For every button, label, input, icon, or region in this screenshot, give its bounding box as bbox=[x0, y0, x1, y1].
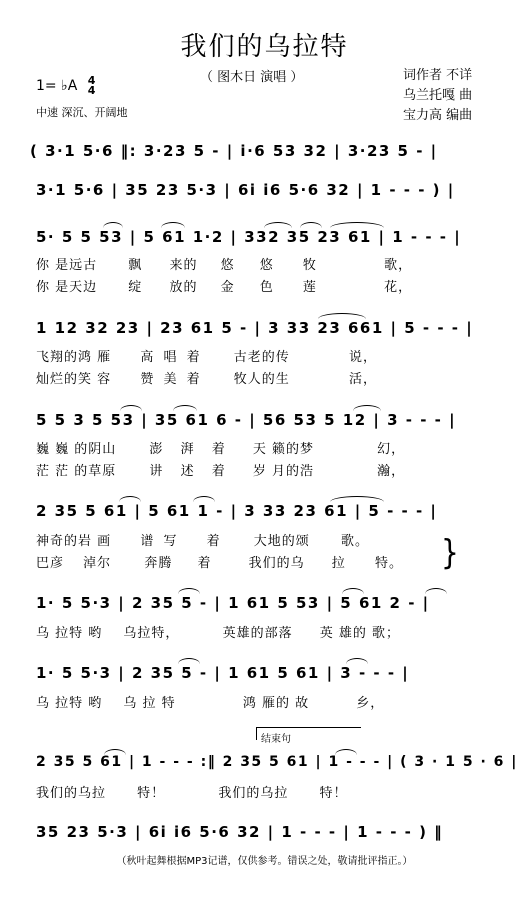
lyric-word: 赞 bbox=[140, 372, 155, 387]
notation-line-3: 5· 5 5 53 | 5 61 1·2 | 332 35 23 61 | 1 - - - | bbox=[36, 228, 462, 246]
lyric-line-4b bbox=[36, 368, 377, 387]
tie-arc bbox=[120, 405, 142, 411]
lyric-word: 悠 bbox=[220, 258, 235, 273]
lyric-word: 茫 茫 的草原 bbox=[36, 464, 117, 479]
lyric-word: 写 bbox=[163, 534, 178, 549]
tie-arc bbox=[178, 658, 200, 664]
lyric-word: 乌拉特， bbox=[123, 626, 180, 641]
lyric-word: 金 bbox=[220, 280, 235, 295]
lyric-word: 神奇的岩 bbox=[36, 534, 93, 549]
tie-arc bbox=[161, 222, 185, 228]
lyric-word: 巴彦 bbox=[36, 556, 65, 571]
song-title: 我们的乌拉特 bbox=[180, 32, 349, 62]
tie-arc bbox=[178, 588, 200, 594]
lyric-word: 放的 bbox=[169, 280, 198, 295]
lyric-line-6a bbox=[36, 530, 369, 549]
notation-line-2: 3·1 5·6 | 35 23 5·3 | 6i i6 5·6 32 | 1 - - - ) | bbox=[36, 181, 455, 199]
lyric-word: 拉 bbox=[331, 556, 346, 571]
arranger-credit: 宝力高 编曲 bbox=[403, 108, 473, 123]
lyric-word: 牧人的生 bbox=[233, 372, 290, 387]
lyric-word: 英 雄的 歌； bbox=[319, 626, 400, 641]
tie-arc bbox=[300, 222, 322, 228]
notation-line-1: ( 3·1 5·6 ‖: 3·23 5 - | i·6 53 32 | 3·23 5 - | bbox=[30, 142, 438, 160]
lyric-word: 飘 bbox=[128, 258, 143, 273]
lyric-word: 湃 bbox=[180, 442, 195, 457]
tie-arc bbox=[335, 749, 357, 755]
lyric-word: 特！ bbox=[319, 786, 348, 801]
time-sig-top: 4 bbox=[87, 74, 96, 87]
lyric-word: 着 bbox=[186, 350, 201, 365]
lyric-word: 大地的颂 bbox=[253, 534, 310, 549]
lyric-word: 古老的传 bbox=[233, 350, 290, 365]
notation-line-9: 2 35 5 61 | 1 - - - :‖ 2 35 5 61 | 1 - - - | ( 3 · 1 5 · 6 | bbox=[36, 754, 518, 770]
lyric-word: 你 是天边 bbox=[36, 280, 98, 295]
tie-arc bbox=[330, 496, 384, 502]
lyric-word: 乌 拉 特 bbox=[123, 696, 176, 711]
tie-arc bbox=[104, 749, 126, 755]
tie-arc bbox=[346, 658, 368, 664]
lyricist-credit: 词作者 不详 bbox=[403, 68, 473, 83]
lyric-word: 画 bbox=[97, 534, 112, 549]
lyric-line-3a bbox=[36, 254, 412, 273]
ending-label: 结束句 bbox=[261, 734, 291, 745]
lyric-word: 唱 bbox=[163, 350, 178, 365]
notation-line-4: 1 12 32 23 | 23 61 5 - | 3 33 23 661 | 5 - - - | bbox=[36, 319, 474, 337]
lyric-word: 你 是远古 bbox=[36, 258, 98, 273]
lyric-word: 着 bbox=[197, 556, 212, 571]
lyric-line-3b bbox=[36, 276, 412, 295]
tie-arc bbox=[119, 496, 141, 502]
lyric-word: 述 bbox=[180, 464, 195, 479]
lyric-word: 着 bbox=[206, 534, 221, 549]
tie-arc bbox=[353, 405, 381, 411]
lyric-word: 奔腾 bbox=[144, 556, 173, 571]
lyric-word: 乡， bbox=[356, 696, 385, 711]
lyric-line-4a bbox=[36, 346, 377, 365]
lyric-word: 飞翔的鸿 bbox=[36, 350, 93, 365]
lyric-word: 我们的乌 bbox=[248, 556, 305, 571]
tie-arc bbox=[264, 222, 292, 228]
lyric-word: 我们的乌拉 bbox=[36, 786, 107, 801]
composer-credit: 乌兰托嘎 曲 bbox=[403, 88, 473, 103]
lyric-word: 着 bbox=[211, 464, 226, 479]
tie-arc bbox=[330, 222, 384, 228]
lyric-word: 着 bbox=[186, 372, 201, 387]
ending-bracket bbox=[256, 727, 361, 745]
lyric-word: 牧 bbox=[302, 258, 317, 273]
lyric-word: 莲 bbox=[302, 280, 317, 295]
performer-line: （ 图木日 演唱 ） bbox=[200, 70, 304, 85]
lyric-word: 歌。 bbox=[340, 534, 369, 549]
lyric-word: 我们的乌拉 bbox=[218, 786, 289, 801]
lyric-word: 英雄的部落 bbox=[222, 626, 293, 641]
lyric-word: 歌， bbox=[384, 258, 413, 273]
lyric-line-9 bbox=[36, 782, 347, 801]
tie-arc bbox=[342, 588, 364, 594]
lyric-line-5a bbox=[36, 438, 405, 457]
lyric-line-8 bbox=[36, 692, 384, 711]
lyric-word: 色 bbox=[259, 280, 274, 295]
lyric-line-6b bbox=[36, 552, 403, 571]
key-signature bbox=[36, 76, 95, 96]
lyric-word: 讲 bbox=[149, 464, 164, 479]
lyric-word: 着 bbox=[211, 442, 226, 457]
lyric-word: 悠 bbox=[259, 258, 274, 273]
notation-line-8: 1· 5 5·3 | 2 35 5 - | 1 61 5 61 | 3 - - - | bbox=[36, 664, 410, 682]
notation-line-7: 1· 5 5·3 | 2 35 5 - | 1 61 5 53 | 5 61 2 - | bbox=[36, 594, 430, 612]
lyric-word: 来的 bbox=[169, 258, 198, 273]
time-sig-bottom: 4 bbox=[87, 84, 96, 97]
tie-arc bbox=[318, 313, 366, 319]
lyric-word: 美 bbox=[163, 372, 178, 387]
lyric-word: 雁 bbox=[97, 350, 112, 365]
tie-arc bbox=[103, 222, 123, 228]
time-signature bbox=[88, 76, 96, 96]
lyric-word: 灿烂的笑 bbox=[36, 372, 93, 387]
lyric-word: 容 bbox=[97, 372, 112, 387]
tie-arc bbox=[193, 496, 215, 502]
lyric-word: 乌 拉特 哟 bbox=[36, 626, 103, 641]
notation-line-5: 5 5 3 5 53 | 35 61 6 - | 56 53 5 12 | 3 - - - | bbox=[36, 411, 457, 429]
lyric-word: 澎 bbox=[149, 442, 164, 457]
lyric-word: 瀚， bbox=[377, 464, 406, 479]
lyric-word: 岁 月的浩 bbox=[252, 464, 315, 479]
credits-block bbox=[403, 66, 472, 126]
tie-arc bbox=[173, 405, 197, 411]
footnote: （秋叶起舞根据MP3记谱，仅供参考。错误之处，敬请批评指正。） bbox=[116, 856, 413, 867]
lyric-line-7 bbox=[36, 622, 400, 641]
lyric-word: 幻， bbox=[377, 442, 406, 457]
lyric-word: 谱 bbox=[140, 534, 155, 549]
lyric-word: 淖尔 bbox=[83, 556, 112, 571]
notation-line-10: 35 23 5·3 | 6i i6 5·6 32 | 1 - - - | 1 - - - ) ‖ bbox=[36, 823, 444, 841]
lyric-word: 说， bbox=[348, 350, 377, 365]
lyric-word: 特。 bbox=[374, 556, 403, 571]
lyric-word: 鸿 雁的 故 bbox=[242, 696, 310, 711]
verse-brace: } bbox=[441, 532, 459, 573]
lyric-word: 花， bbox=[384, 280, 413, 295]
notation-line-6: 2 35 5 61 | 5 61 1 - | 3 33 23 61 | 5 - - - | bbox=[36, 502, 438, 520]
tempo-mark: 中速 深沉、开阔地 bbox=[36, 106, 128, 119]
lyric-word: 乌 拉特 哟 bbox=[36, 696, 103, 711]
key-label: 1= ♭A bbox=[36, 78, 78, 94]
lyric-word: 高 bbox=[140, 350, 155, 365]
lyric-word: 巍 巍 的阴山 bbox=[36, 442, 117, 457]
lyric-line-5b bbox=[36, 460, 405, 479]
tie-arc bbox=[425, 588, 447, 594]
lyric-word: 活， bbox=[348, 372, 377, 387]
lyric-word: 特！ bbox=[137, 786, 166, 801]
lyric-word: 绽 bbox=[128, 280, 143, 295]
lyric-word: 天 籁的梦 bbox=[252, 442, 315, 457]
